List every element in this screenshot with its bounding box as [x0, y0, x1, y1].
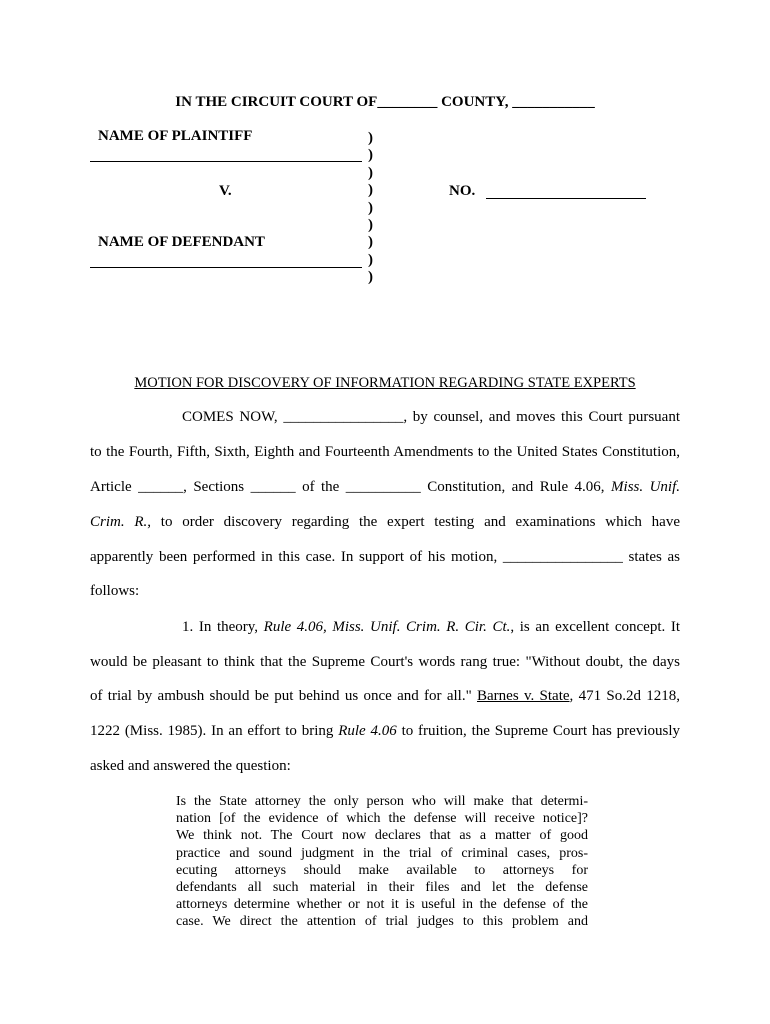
paren-8: ) [368, 251, 373, 268]
paren-4: ) [368, 182, 373, 199]
paren-9: ) [368, 269, 373, 286]
quote-line: nation [of the evidence of which the defense will receive notice]? [176, 811, 588, 827]
intro-line-5: apparently been performed in this case. In support of his motion, ________________ states as [90, 549, 680, 565]
para1-line-1-citation: Rule 4.06, Miss. Unif. Crim. R. Cir. Ct. [263, 619, 511, 635]
caption-parentheses [368, 130, 373, 287]
motion-title: MOTION FOR DISCOVERY OF INFORMATION REGARDING STATE EXPERTS [134, 375, 636, 391]
intro-line-4-text: , to order discovery regarding the expert testing and examinations which have [147, 514, 680, 530]
quote-line: We think not. The Court now declares that as a matter of good [176, 828, 588, 844]
intro-line-4-citation: Crim. R. [90, 514, 148, 530]
para1-line-4-text-a: 1222 (Miss. 1985). In an effort to bring [90, 723, 339, 739]
para1-line-4 [90, 723, 680, 740]
intro-line-3-citation: Miss. Unif. [611, 479, 680, 495]
quote-line: attorneys determine whether or not it is useful in the defense of the [176, 897, 588, 913]
paren-5: ) [368, 199, 373, 216]
court-heading: IN THE CIRCUIT COURT OF________ COUNTY, ___________ [175, 94, 595, 110]
block-quote [176, 793, 588, 931]
para1-line-3-case-name: Barnes v. State [477, 688, 570, 704]
para1-line-5: asked and answered the question: [90, 758, 291, 774]
intro-line-1: COMES NOW, ________________, by counsel, and moves this Court pursuant [182, 409, 680, 425]
para1-line-2: would be pleasant to think that the Supreme Court's words rang true: "Without doubt, the days [90, 654, 680, 670]
plaintiff-signature-line [90, 161, 362, 162]
plaintiff-label: NAME OF PLAINTIFF [98, 128, 253, 144]
para1-line-3 [90, 688, 680, 705]
paren-7: ) [368, 234, 373, 251]
quote-line: practice and sound judgment in the trial of criminal cases, pros- [176, 845, 588, 861]
paren-3: ) [368, 164, 373, 181]
intro-line-2: to the Fourth, Fifth, Sixth, Eighth and Fourteenth Amendments to the United States Constitution, [90, 444, 680, 460]
para1-line-3-text-b: , 471 So.2d 1218, [569, 688, 680, 704]
quote-line: defendants all such material in their files and let the defense [176, 879, 588, 895]
para1-line-4-text-b: to fruition, the Supreme Court has previously [396, 723, 680, 739]
paren-6: ) [368, 216, 373, 233]
para1-line-1 [90, 619, 680, 636]
para1-line-3-text-a: of trial by ambush should be put behind us once and for all." [90, 688, 477, 704]
defendant-signature-line [90, 267, 362, 268]
para1-line-1-text-a: 1. In theory, [182, 619, 264, 635]
intro-line-3-text: Article ______, Sections ______ of the __________ Constitution, and Rule 4.06, [90, 479, 612, 495]
intro-line-3 [90, 479, 680, 496]
quote-line: Is the State attorney the only person who will make that determi- [176, 794, 588, 809]
intro-line-6: follows: [90, 583, 140, 599]
quote-line: ecuting attorneys should make available to attorneys for [176, 862, 588, 878]
versus-label: V. [219, 183, 232, 199]
paren-1: ) [368, 130, 373, 146]
defendant-label: NAME OF DEFENDANT [98, 234, 265, 250]
quote-line: case. We direct the attention of trial judges to this problem and [176, 914, 588, 930]
para1-line-1-text-b: , is an excellent concept. It [510, 619, 680, 635]
case-number-line [486, 198, 646, 199]
intro-line-4 [90, 514, 680, 531]
paren-2: ) [368, 147, 373, 164]
para1-line-4-citation: Rule 4.06 [338, 723, 397, 739]
case-number-label: NO. [449, 183, 476, 199]
